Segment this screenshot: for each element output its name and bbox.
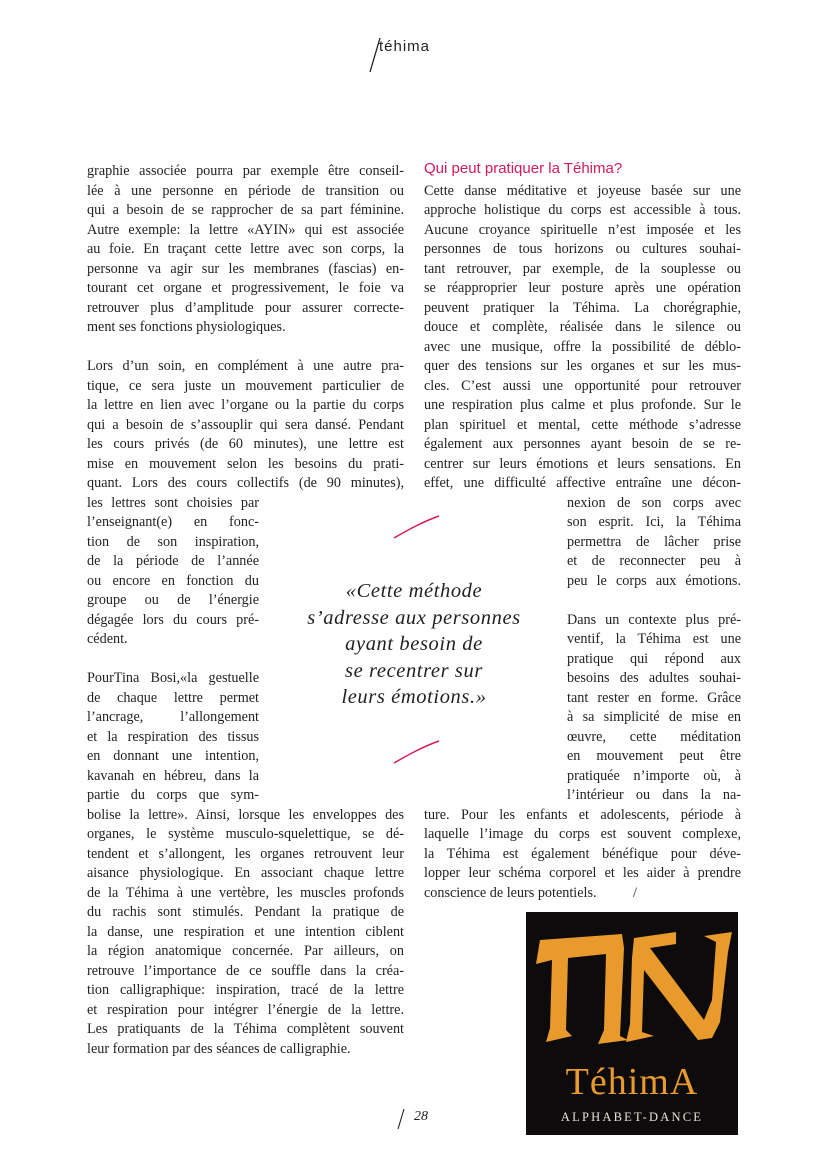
text-line: Aucune croyance spirituelle n’est imposée et les — [424, 221, 741, 238]
slash-mark-icon — [396, 1108, 406, 1130]
text-line: l’enseignant(e) en fonc- — [87, 514, 259, 530]
pull-quote-line: ayant besoin de — [345, 633, 483, 656]
text-line: ture. Pour les enfants et adolescents, période à — [424, 806, 741, 823]
text-line: en mouvement peut être — [567, 748, 741, 764]
text-line: lée à une personne en période de transition ou — [87, 182, 404, 199]
page-number: 28 — [414, 1109, 428, 1124]
text-line: permettra de lâcher prise — [567, 533, 741, 550]
text-line: quant. Lors des cours collectifs (de 90 minutes), — [87, 475, 404, 491]
text-line: groupe ou de l’énergie — [87, 592, 259, 608]
running-head-title: téhima — [379, 38, 431, 55]
text-line: conscience de leurs potentiels. — [424, 884, 597, 901]
text-line: tion calligraphique: inspiration, tracé de la lettre — [87, 982, 404, 998]
text-line: personnes de tous horizons ou cultures souhai- — [424, 241, 741, 257]
text-line: qui a besoin de se rapprocher de sa part féminine. — [87, 202, 404, 218]
text-line: de chaque lettre permet — [87, 689, 259, 706]
text-line: tant rester en forme. Grâce — [567, 689, 741, 706]
text-line: cles. C’est aussi une opportunité pour retrouver — [424, 377, 741, 394]
text-line: la lettre en lien avec l’organe ou la partie du corps — [87, 397, 404, 413]
text-line: du rachis sont stimulés. Pendant la pratique de — [87, 904, 404, 920]
text-line: ou encore en fonction du — [87, 572, 259, 589]
text-line: l’intérieur ou dans la na- — [567, 787, 741, 803]
text-line: leur formation par des séances de calligraphie. — [87, 1040, 351, 1057]
text-line: kavanah en hébreu, dans la — [87, 767, 259, 784]
text-line: retrouver plus d’amplitude pour assurer correcte- — [87, 299, 404, 316]
text-line: laquelle l’image du corps est souvent complexe, — [424, 826, 741, 842]
text-line: pratiquée n’importe où, à — [567, 767, 741, 784]
text-line: tant retrouver, par exemple, de la souplesse ou — [424, 260, 741, 277]
text-line: tion de son inspiration, — [87, 533, 259, 550]
text-line: PourTina Bosi,«la gestuelle — [87, 670, 259, 686]
text-line: besoins des adultes souhai- — [567, 670, 741, 686]
text-line: mise en mouvement selon les besoins du prati- — [87, 455, 404, 472]
text-line: les cours privés (de 60 minutes), une lettre est — [87, 436, 404, 452]
decorative-stroke-icon — [392, 739, 442, 765]
text-line: et la respiration des tissus — [87, 728, 259, 745]
text-line: retrouve l’importance de ce souffle dans la créa- — [87, 962, 404, 979]
text-line: Autre exemple: la lettre «AYIN» qui est associée — [87, 221, 404, 238]
text-line: nexion de son corps avec — [567, 494, 741, 511]
text-line: qui a besoin de s’assouplir qui sera dansé. Pendant — [87, 416, 404, 433]
text-line: à sa simplicité de mise en — [567, 709, 741, 725]
pull-quote-line: s’adresse aux personnes — [307, 606, 521, 629]
text-line: pratique qui répond aux — [567, 650, 741, 667]
text-line: avec une musique, offre la possibilité de déblo- — [424, 338, 741, 355]
text-line: en donnant une intention, — [87, 748, 259, 764]
pull-quote-line: leurs émotions.» — [341, 686, 487, 709]
text-line: effet, une difficulté affective entraîne une décon- — [424, 475, 741, 491]
text-line: cédent. — [87, 631, 128, 647]
text-line: quer des tensions sur les organes et sur les mus- — [424, 358, 741, 374]
text-line: au foie. En traçant cette lettre avec son corps, la — [87, 241, 404, 257]
logo-wordmark: TéhimA — [565, 1061, 699, 1103]
text-line: son esprit. Ici, la Téhima — [567, 514, 741, 530]
text-line: graphie associée pourra par exemple être conseil- — [87, 163, 404, 179]
decorative-stroke-icon — [392, 514, 442, 540]
text-line: la danse, une respiration et une intention ciblent — [87, 923, 404, 940]
hebrew-letters-icon — [526, 912, 738, 1062]
logo-tagline: ALPHABET-DANCE — [560, 1110, 704, 1124]
text-line: se réapproprier leur posture après une opération — [424, 280, 741, 296]
text-line: œuvre, cette méditation — [567, 728, 741, 745]
text-line: ment ses fonctions physiologiques. — [87, 319, 286, 335]
section-heading: Qui peut pratiquer la Téhima? — [424, 160, 623, 177]
text-line: de la période de l’année — [87, 553, 259, 569]
text-line: Lors d’un soin, en complément à une autre pra- — [87, 358, 404, 374]
pull-quote-line: se recentrer sur — [345, 659, 483, 682]
text-line: lopper leur schéma corporel et les aider à prendre — [424, 865, 741, 881]
text-line: tendent et s’allongent, les organes retrouvent leur — [87, 845, 404, 862]
text-line: peu le corps aux émotions. — [567, 572, 741, 589]
text-line: personne va agir sur les membranes (fascias) en- — [87, 260, 404, 277]
text-line: ventif, la Téhima est une — [567, 631, 741, 647]
text-line: organes, le système musculo-squelettique, se dé- — [87, 826, 404, 842]
text-line: la région anatomique concernée. Par ailleurs, on — [87, 943, 404, 959]
pull-quote-line: «Cette méthode — [345, 580, 483, 602]
text-line: dégagée lors du cours pré- — [87, 611, 259, 628]
pull-quote — [286, 578, 542, 711]
text-line: bolise la lettre». Ainsi, lorsque les enveloppes des — [87, 806, 404, 823]
text-line: tique, ce sera juste un mouvement particulier de — [87, 377, 404, 394]
text-line: approche holistique du corps est accessible à tous. — [424, 202, 741, 218]
text-line: tourant cet organe et progressivement, le foie va — [87, 280, 404, 296]
text-line: une respiration plus calme et plus profonde. Sur le — [424, 397, 741, 413]
text-line: la Téhima est également bénéfique pour déve- — [424, 845, 741, 862]
text-line: plan spirituel et mental, cette méthode s’adresse — [424, 416, 741, 433]
text-line: aisance physiologique. En associant chaque lettre — [87, 865, 404, 881]
text-line: de la Téhima à une vertèbre, les muscles profonds — [87, 884, 404, 901]
text-line: douce et complète, réalisée dans le silence ou — [424, 319, 741, 335]
text-line: Cette danse méditative et joyeuse basée sur une — [424, 182, 741, 199]
text-line: peuvent pratiquer la Téhima. La chorégraphie, — [424, 299, 741, 316]
text-line: l’ancrage, l’allongement — [87, 709, 259, 725]
text-line: et respiration pour intégrer l’énergie de la lettre. — [87, 1001, 404, 1018]
text-line: Dans un contexte plus pré- — [567, 611, 741, 628]
text-line: les lettres sont choisies par — [87, 494, 259, 511]
text-line: Les pratiquants de la Téhima complètent souvent — [87, 1021, 404, 1037]
end-mark: / — [633, 884, 637, 901]
text-line: partie du corps que sym- — [87, 787, 259, 803]
text-line: également aux personnes ayant besoin de se re- — [424, 436, 741, 452]
text-line: centrer sur leurs émotions et leurs sensations. En — [424, 455, 741, 472]
text-line: et de reconnecter peu à — [567, 553, 741, 569]
tehima-logo — [526, 912, 738, 1135]
